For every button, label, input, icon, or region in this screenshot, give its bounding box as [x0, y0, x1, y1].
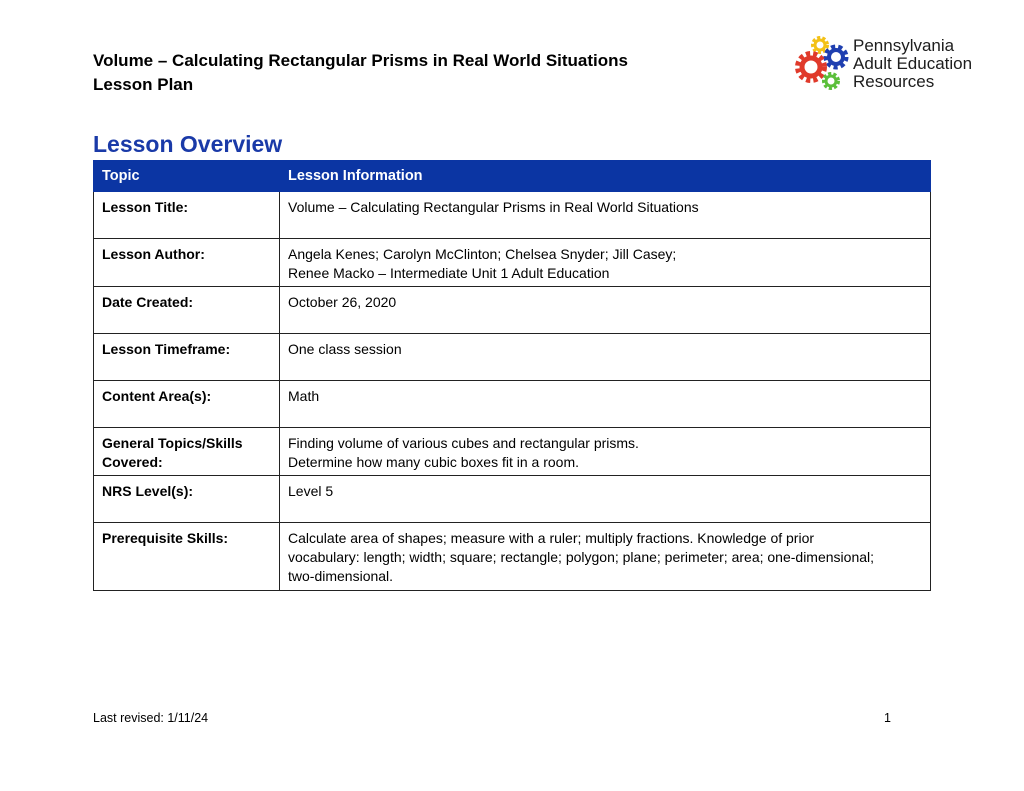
logo-line-1: Pennsylvania: [853, 36, 955, 55]
table-row: [94, 476, 931, 523]
row-value-line: Math: [288, 388, 320, 404]
row-value-line: two-dimensional.: [288, 568, 394, 584]
row-label: Lesson Title:: [94, 192, 280, 239]
row-value: [280, 523, 931, 591]
table-row: [94, 428, 931, 476]
row-label: Lesson Timeframe:: [94, 334, 280, 381]
table-row: [94, 523, 931, 591]
organization-logo: [794, 34, 994, 96]
last-revised: Last revised: 1/11/24: [93, 711, 209, 725]
row-value-line: Renee Macko – Intermediate Unit 1 Adult Education: [288, 265, 610, 281]
row-label-line: General Topics/Skills: [102, 435, 243, 451]
row-value-line: October 26, 2020: [288, 294, 397, 310]
table-row: [94, 239, 931, 287]
page-number: 1: [884, 711, 891, 725]
row-value: [280, 239, 931, 287]
section-heading: Lesson Overview: [93, 131, 283, 157]
row-value: [280, 381, 931, 428]
row-value: [280, 476, 931, 523]
table-row: [94, 381, 931, 428]
row-value-line: Level 5: [288, 483, 334, 499]
document-title-line-2: Lesson Plan: [93, 75, 194, 94]
row-label: Date Created:: [94, 287, 280, 334]
row-value: [280, 428, 931, 476]
row-value: [280, 287, 931, 334]
row-value-line: vocabulary: length; width; square; rectangle; polygon; plane; perimeter; area; one-dimensional;: [288, 549, 875, 565]
row-label: Lesson Author:: [94, 239, 280, 287]
row-value-line: One class session: [288, 341, 402, 357]
document-title: [93, 49, 628, 97]
logo-line-2: Adult Education: [853, 54, 973, 73]
table-row: [94, 287, 931, 334]
logo-text: [853, 37, 972, 91]
gears-logo-icon: [794, 34, 854, 94]
row-label: [94, 428, 280, 476]
row-label: Content Area(s):: [94, 381, 280, 428]
lesson-overview-table: [93, 160, 931, 591]
row-value-line: Finding volume of various cubes and rectangular prisms.: [288, 435, 639, 451]
row-value: [280, 192, 931, 239]
row-label: NRS Level(s):: [94, 476, 280, 523]
row-value-line: Volume – Calculating Rectangular Prisms in Real World Situations: [288, 199, 699, 215]
row-value-line: Angela Kenes; Carolyn McClinton; Chelsea Snyder; Jill Casey;: [288, 246, 677, 262]
logo-line-3: Resources: [853, 72, 935, 91]
document-title-line-1: Volume – Calculating Rectangular Prisms in Real World Situations: [93, 51, 628, 70]
row-label-line: Covered:: [102, 454, 163, 470]
column-header-lesson-information: Lesson Information: [280, 161, 931, 192]
table-row: [94, 334, 931, 381]
row-value-line: Calculate area of shapes; measure with a ruler; multiply fractions. Knowledge of prior: [288, 530, 815, 546]
row-value: [280, 334, 931, 381]
row-label: Prerequisite Skills:: [94, 523, 280, 591]
table-header-row: [94, 161, 931, 192]
table-row: [94, 192, 931, 239]
column-header-topic: Topic: [94, 161, 280, 192]
row-value-line: Determine how many cubic boxes fit in a room.: [288, 454, 580, 470]
